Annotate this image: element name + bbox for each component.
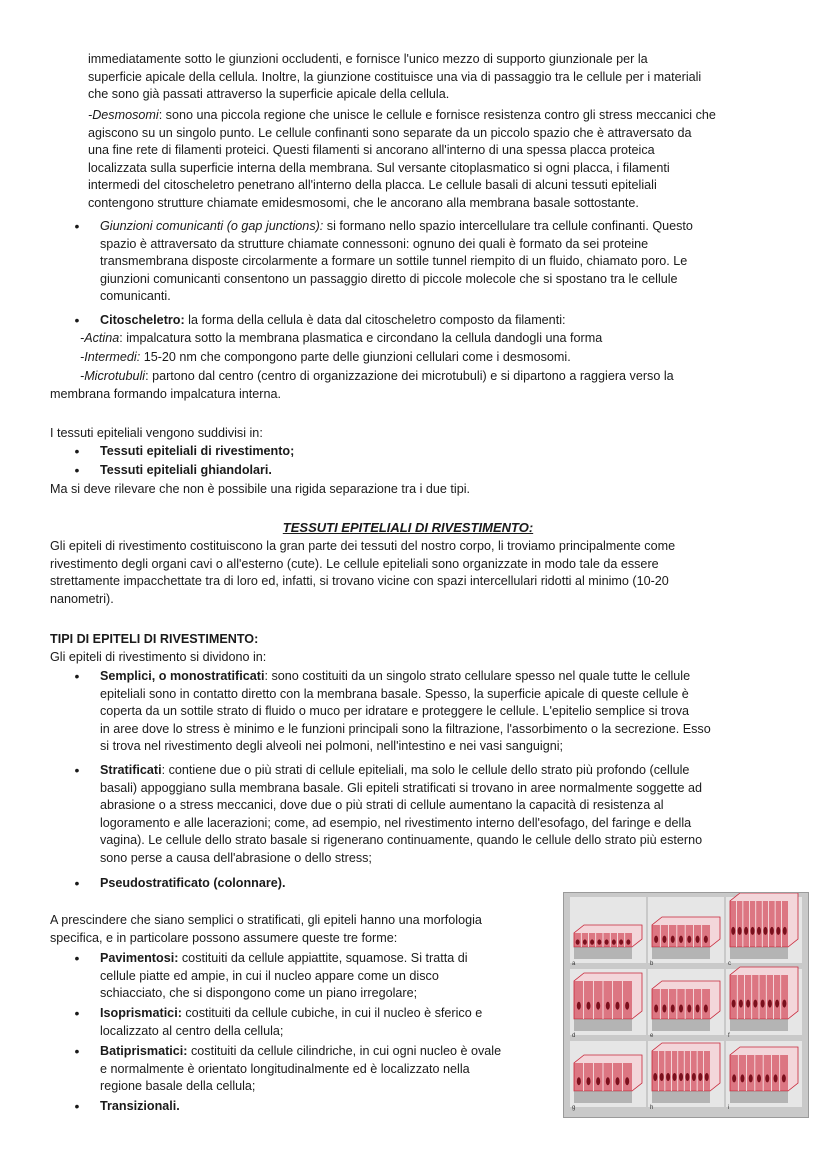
semplici-term: Semplici, o monostratificati — [100, 669, 265, 683]
text-line — [88, 107, 813, 125]
text-span: costituiti da cellule appiattite, squamose. Si tratta di — [178, 951, 468, 965]
bullet-icon: • — [74, 875, 80, 891]
text-line — [100, 1005, 554, 1023]
text-line: A prescindere che siano semplici o stratificati, gli epiteli hanno una morfologia — [50, 913, 482, 927]
text-line — [100, 668, 814, 686]
division-item — [74, 462, 814, 480]
cito-term: Citoscheletro: — [100, 313, 185, 327]
text-line — [100, 1043, 554, 1061]
tipi-heading: TIPI DI EPITELI DI RIVESTIMENTO: — [50, 632, 259, 646]
bullet-icon: • — [74, 443, 80, 459]
forme-intro — [50, 912, 550, 947]
isoprismatici-item — [74, 1005, 554, 1040]
tissue-panel-b — [648, 897, 724, 967]
text-line: schiacciato, che si dispongono come un piano irregolare; — [100, 986, 418, 1001]
text-line: e normalmente è orientato longitudinalmente ed è localizzato nella — [100, 1061, 470, 1076]
division-item — [74, 443, 814, 461]
bullet-icon: • — [74, 218, 80, 234]
text-line: sono perse a causa dell'abrasione o dello stress; — [100, 850, 372, 865]
panel-label: g — [572, 1105, 576, 1111]
intermedi-term: -Intermedi: — [80, 350, 141, 364]
pav-term: Pavimentosi: — [100, 951, 179, 965]
tissue-panel-d — [570, 969, 646, 1039]
iso-term: Isoprismatici: — [100, 1006, 182, 1020]
desmosomi-paragraph — [88, 107, 813, 213]
stratificati-item — [74, 762, 814, 868]
text-line: Tessuti epiteliali ghiandolari. — [100, 463, 272, 477]
bullet-icon: • — [74, 950, 80, 966]
section-title: TESSUTI EPITELIALI DI RIVESTIMENTO: — [282, 520, 534, 535]
text-line: transmembrana disposte circolarmente a formare un sottile tunnel riempito di un fluido, chiamato poro. Le — [100, 254, 688, 269]
text-line: strettamente impacchettate tra di loro ed, infatti, si trovano vicine con spazi intercellulari ridotti al minimo (10-20 — [50, 574, 669, 589]
text-line: Tessuti epiteliali di rivestimento; — [100, 444, 295, 458]
panel-label: f — [728, 1033, 730, 1039]
text-line: abrasione o a stress meccanici, dove due o più strati di cellule aumentano la capacità di resistenza al — [100, 798, 664, 813]
actina-line — [80, 330, 820, 348]
intro-paragraph — [88, 51, 808, 104]
text-line — [100, 762, 814, 780]
bullet-icon: • — [74, 1043, 80, 1059]
pseudo-item — [74, 875, 814, 893]
text-line: immediatamente sotto le giunzioni occludenti, e fornisce l'unico mezzo di supporto giunzionale per la — [88, 52, 648, 66]
bullet-icon: • — [74, 1005, 80, 1021]
text-line: spazio è attraversato da strutture chiamate connessoni: ognuno dei quali è formato da sei proteine — [100, 236, 649, 251]
text-line — [100, 218, 814, 236]
text-span: 15-20 nm che compongono parte delle giunzioni cellulari come i desmosomi. — [140, 350, 571, 364]
text-span: : sono costituiti da un singolo strato cellulare spesso nel quale tutte le cellule — [264, 669, 691, 683]
text-line: giunzioni comunicanti consentono un passaggio diretto di piccole molecole che si spostano tra le cellule — [100, 271, 678, 286]
text-line: I tessuti epiteliali vengono suddivisi in: — [50, 426, 263, 440]
text-line: logoramento e alle lacerazioni; come, ad esempio, nel rivestimento interno dell'esofago, del faringe e della — [100, 815, 692, 830]
text-span: costituiti da cellule cilindriche, in cui ogni nucleo è ovale — [187, 1044, 502, 1058]
text-span: : sono una piccola regione che unisce le cellule e fornisce resistenza contro gli stress meccanici che — [158, 108, 716, 122]
text-line: Gli epiteli di rivestimento costituiscono la gran parte dei tessuti del nostro corpo, li troviamo principalmente come — [50, 539, 676, 553]
bullet-icon: • — [74, 762, 80, 778]
text-line: localizzata sulla superficie interna della membrana. Sul versante citoplasmatico si ogni placca, i filamenti — [88, 160, 670, 175]
citoscheletro-item — [74, 312, 814, 330]
text-line — [100, 312, 814, 330]
text-span: costituiti da cellule cubiche, in cui il nucleo è sferico e — [181, 1006, 483, 1020]
panel-label: b — [650, 961, 654, 967]
bullet-icon: • — [74, 312, 80, 328]
text-line: si trova nel rivestimento degli alveoli nei polmoni, nell'intestino e nei vasi sanguigni; — [100, 739, 564, 754]
division-intro — [50, 425, 790, 443]
panel-label: e — [650, 1033, 654, 1039]
bati-term: Batiprismatici: — [100, 1044, 188, 1058]
text-line: vagina). Le cellule dello strato basale si rigenerano continuamente, quando le cellule dello strato più esterno — [100, 833, 703, 848]
text-line: basali) appoggiano sulla membrana basale. Gli epiteli stratificati si trovano in aree normalmente soggette ad — [100, 780, 703, 795]
text-span: si formano nello spazio intercellulare tra cellule confinanti. Questo — [323, 219, 693, 233]
division-note — [50, 481, 790, 499]
epithelium-types-figure — [563, 892, 809, 1118]
text-line: una fine rete di filamenti proteici. Questi filamenti si ancorano all'interno di una spessa placca proteica — [88, 143, 655, 158]
text-line: specifica, e in particolare possono assumere queste tre forme: — [50, 930, 398, 945]
text-line: regione basale della cellula; — [100, 1079, 256, 1094]
text-line: rivestimento degli organi cavi o all'esterno (cute). Le cellule epiteliali sono organizzate in modo tale da essere — [50, 556, 659, 571]
tipi-intro: Gli epiteli di rivestimento si dividono in: — [50, 650, 267, 664]
text-line: nanometri). — [50, 591, 114, 606]
bullet-icon: • — [74, 668, 80, 684]
tissue-panel-f — [726, 967, 802, 1039]
pavimentosi-item — [74, 950, 554, 1003]
microtubuli-line-2 — [50, 386, 790, 404]
tissue-panel-a — [570, 897, 646, 967]
text-line: che sono già passati attraverso la superficie apicale della cellula. — [88, 87, 450, 102]
microtubuli-line — [80, 368, 820, 386]
actina-term: -Actina — [80, 331, 120, 345]
transizionali-item — [74, 1098, 554, 1116]
tissue-panel-e — [648, 969, 724, 1039]
text-line: contengono strutture chiamate emidesmosomi, che le ancorano alla membrana basale sottostante. — [88, 195, 639, 210]
batiprismatici-item — [74, 1043, 554, 1096]
text-line: membrana formando impalcatura interna. — [50, 387, 281, 401]
text-line: agiscono su un singolo punto. Le cellule confinanti sono separate da un piccolo spazio che è attraversato da — [88, 125, 692, 140]
panel-label: h — [650, 1105, 654, 1111]
stratificati-term: Stratificati — [100, 763, 162, 777]
tissue-panel-h — [648, 1041, 724, 1111]
gap-term: Giunzioni comunicanti (o gap junctions): — [100, 219, 324, 233]
text-line: epiteliali sono in contatto diretto con la membrana basale. Spesso, la superficie apicale di queste cellule è — [100, 686, 689, 701]
text-line: Transizionali. — [100, 1099, 180, 1113]
text-line: coperta da un sottile strato di fluido o muco per idratare e proteggere le cellule. L'epitelio semplice si trova — [100, 704, 690, 719]
panel-label: c — [728, 961, 731, 967]
microtubuli-term: -Microtubuli — [80, 369, 146, 383]
desmosomi-term: -Desmosomi — [88, 108, 159, 122]
tissue-panel-c — [726, 893, 802, 967]
panel-label: i — [728, 1105, 730, 1111]
text-span: : partono dal centro (centro di organizzazione dei microtubuli) e si dipartono a raggiera verso la — [145, 369, 674, 383]
text-line: Ma si deve rilevare che non è possibile una rigida separazione tra i due tipi. — [50, 482, 471, 496]
text-line: in aree dove lo stress è minimo e le funzioni principali sono la filtrazione, l'assorbimento o la secrezione. Esso — [100, 721, 711, 736]
intermedi-line — [80, 349, 820, 367]
epithelium-illustration — [564, 893, 808, 1117]
text-span: : impalcatura sotto la membrana plasmatica e circondano la cellula dandogli una forma — [119, 331, 603, 345]
text-span: la forma della cellula è data dal citoscheletro composto da filamenti: — [184, 313, 566, 327]
panel-label: a — [572, 961, 576, 967]
text-line: superficie apicale della cellula. Inoltre, la giunzione costituisce una via di passaggio tra le cellule per i materiali — [88, 69, 702, 84]
semplici-item — [74, 668, 814, 756]
bullet-icon: • — [74, 1098, 80, 1114]
gap-junctions-item — [74, 218, 814, 306]
text-line: cellule piatte ed ampie, in cui il nucleo appare come un disco — [100, 968, 439, 983]
text-line: Pseudostratificato (colonnare). — [100, 876, 286, 890]
panel-label: d — [572, 1033, 576, 1039]
text-line — [100, 950, 554, 968]
rivestimento-paragraph — [50, 538, 790, 608]
text-line: localizzato al centro della cellula; — [100, 1023, 284, 1038]
tissue-panel-i — [726, 1041, 802, 1111]
text-span: : contiene due o più strati di cellule epiteliali, ma solo le cellule dello strato più profondo (cellule — [161, 763, 690, 777]
text-line: intermedi del citoscheletro penetrano all'interno della placca. Le cellule basali di alcuni tessuti epiteliali — [88, 178, 657, 193]
text-line: comunicanti. — [100, 289, 171, 304]
bullet-icon: • — [74, 462, 80, 478]
tissue-panel-g — [570, 1041, 646, 1111]
